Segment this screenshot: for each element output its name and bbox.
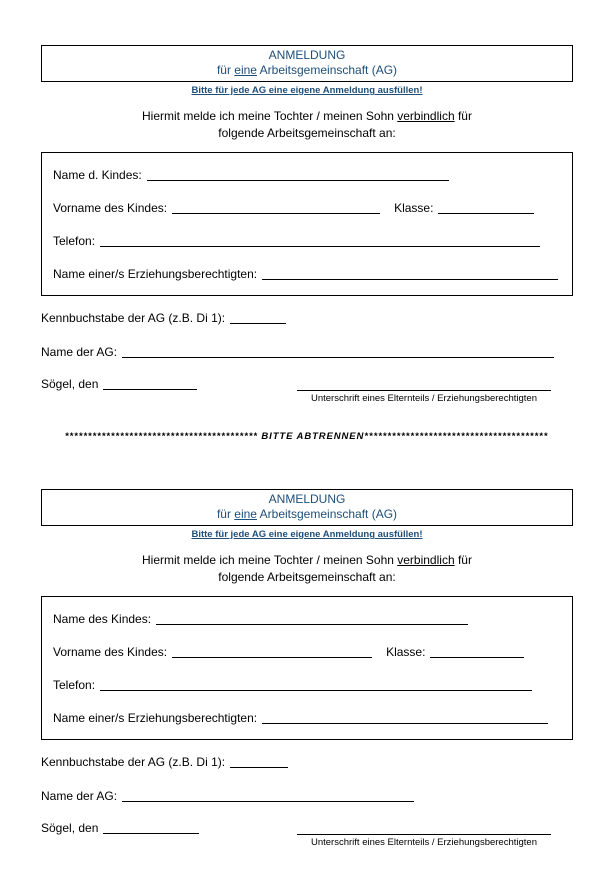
field-guardian-name [53, 711, 562, 726]
blank-line [103, 829, 199, 834]
form-subtitle-pre: für [216, 507, 235, 521]
form-subtitle-pre: für [216, 63, 235, 77]
blank-line [147, 176, 449, 181]
blank-line [100, 686, 532, 691]
form-copy-2 [41, 489, 573, 848]
child-data-box [41, 596, 573, 740]
field-label: Name einer/s Erziehungsberechtigten: [53, 267, 258, 281]
notice-line: Bitte für jede AG eine eigene Anmeldung ausfüllen! [191, 529, 423, 540]
field-child-last-name [53, 612, 562, 627]
form-subtitle [46, 63, 568, 78]
field-label: Name des Kindes: [53, 612, 152, 626]
field-label: Kennbuchstabe der AG (z.B. Di 1): [41, 755, 226, 769]
intro-line1 [41, 108, 573, 125]
intro-line1-emphasis: verbindlich [397, 553, 455, 567]
blank-line [103, 385, 197, 390]
blank-line [262, 275, 558, 280]
detach-separator: ****************************************** BITTE ABTRENNEN**************************************** [64, 431, 549, 442]
field-label: Kennbuchstabe der AG (z.B. Di 1): [41, 311, 226, 325]
form-title-box [41, 45, 573, 82]
blank-line [122, 797, 414, 802]
field-label: Vorname des Kindes: [53, 645, 168, 659]
form-copy-1 [41, 0, 573, 404]
intro-line2: folgende Arbeitsgemeinschaft an: [218, 126, 396, 140]
field-place-date [41, 377, 197, 392]
blank-line [230, 319, 286, 324]
notice-line: Bitte für jede AG eine eigene Anmeldung ausfüllen! [191, 85, 423, 96]
form-title: ANMELDUNG [268, 48, 346, 62]
blank-line [430, 653, 524, 658]
intro-line1-post: für [454, 553, 472, 567]
field-label: Telefon: [53, 678, 96, 692]
field-label-class: Klasse: [394, 201, 434, 215]
field-label: Name d. Kindes: [53, 168, 142, 182]
field-child-last-name [53, 168, 562, 183]
field-guardian-name [53, 267, 562, 282]
blank-line [230, 763, 288, 768]
signature-caption: Unterschrift eines Elternteils / Erziehungsberechtigten [310, 837, 537, 848]
field-label: Vorname des Kindes: [53, 201, 168, 215]
blank-line [172, 209, 380, 214]
form-subtitle-emphasis: eine [234, 507, 257, 521]
intro-line1-pre: Hiermit melde ich meine Tochter / meinen Sohn [142, 109, 398, 123]
signature-block [297, 377, 551, 404]
form-title: ANMELDUNG [268, 492, 346, 506]
field-child-first-name [53, 201, 562, 216]
field-phone [53, 678, 562, 693]
form-subtitle-post: Arbeitsgemeinschaft (AG) [256, 507, 398, 521]
field-label: Sögel, den [41, 377, 99, 391]
signature-line [297, 377, 551, 391]
field-ag-code [41, 755, 573, 770]
field-label: Name einer/s Erziehungsberechtigten: [53, 711, 258, 725]
field-phone [53, 234, 562, 249]
intro-line2: folgende Arbeitsgemeinschaft an: [218, 570, 396, 584]
date-signature-row [41, 821, 573, 848]
intro-line1-pre: Hiermit melde ich meine Tochter / meinen Sohn [142, 553, 398, 567]
field-ag-name [41, 345, 573, 360]
blank-line [100, 242, 540, 247]
field-place-date [41, 821, 199, 836]
field-ag-name [41, 789, 573, 804]
signature-block [297, 821, 551, 848]
blank-line [122, 353, 554, 358]
form-subtitle-emphasis: eine [234, 63, 257, 77]
blank-line [172, 653, 372, 658]
signature-line [297, 821, 551, 835]
blank-line [156, 620, 468, 625]
field-ag-code [41, 311, 573, 326]
field-label-class: Klasse: [386, 645, 426, 659]
field-label: Telefon: [53, 234, 96, 248]
form-subtitle [46, 507, 568, 522]
intro-line1 [41, 552, 573, 569]
signature-caption: Unterschrift eines Elternteils / Erziehungsberechtigten [310, 393, 537, 404]
field-label: Name der AG: [41, 789, 118, 803]
form-title-box [41, 489, 573, 526]
field-label: Name der AG: [41, 345, 118, 359]
intro-text [41, 552, 573, 586]
intro-line1-post: für [454, 109, 472, 123]
blank-line [262, 719, 548, 724]
child-data-box [41, 152, 573, 296]
form-subtitle-post: Arbeitsgemeinschaft (AG) [256, 63, 398, 77]
blank-line [438, 209, 534, 214]
field-label: Sögel, den [41, 821, 99, 835]
date-signature-row [41, 377, 573, 404]
intro-text [41, 108, 573, 142]
field-child-first-name [53, 645, 562, 660]
intro-line1-emphasis: verbindlich [397, 109, 455, 123]
